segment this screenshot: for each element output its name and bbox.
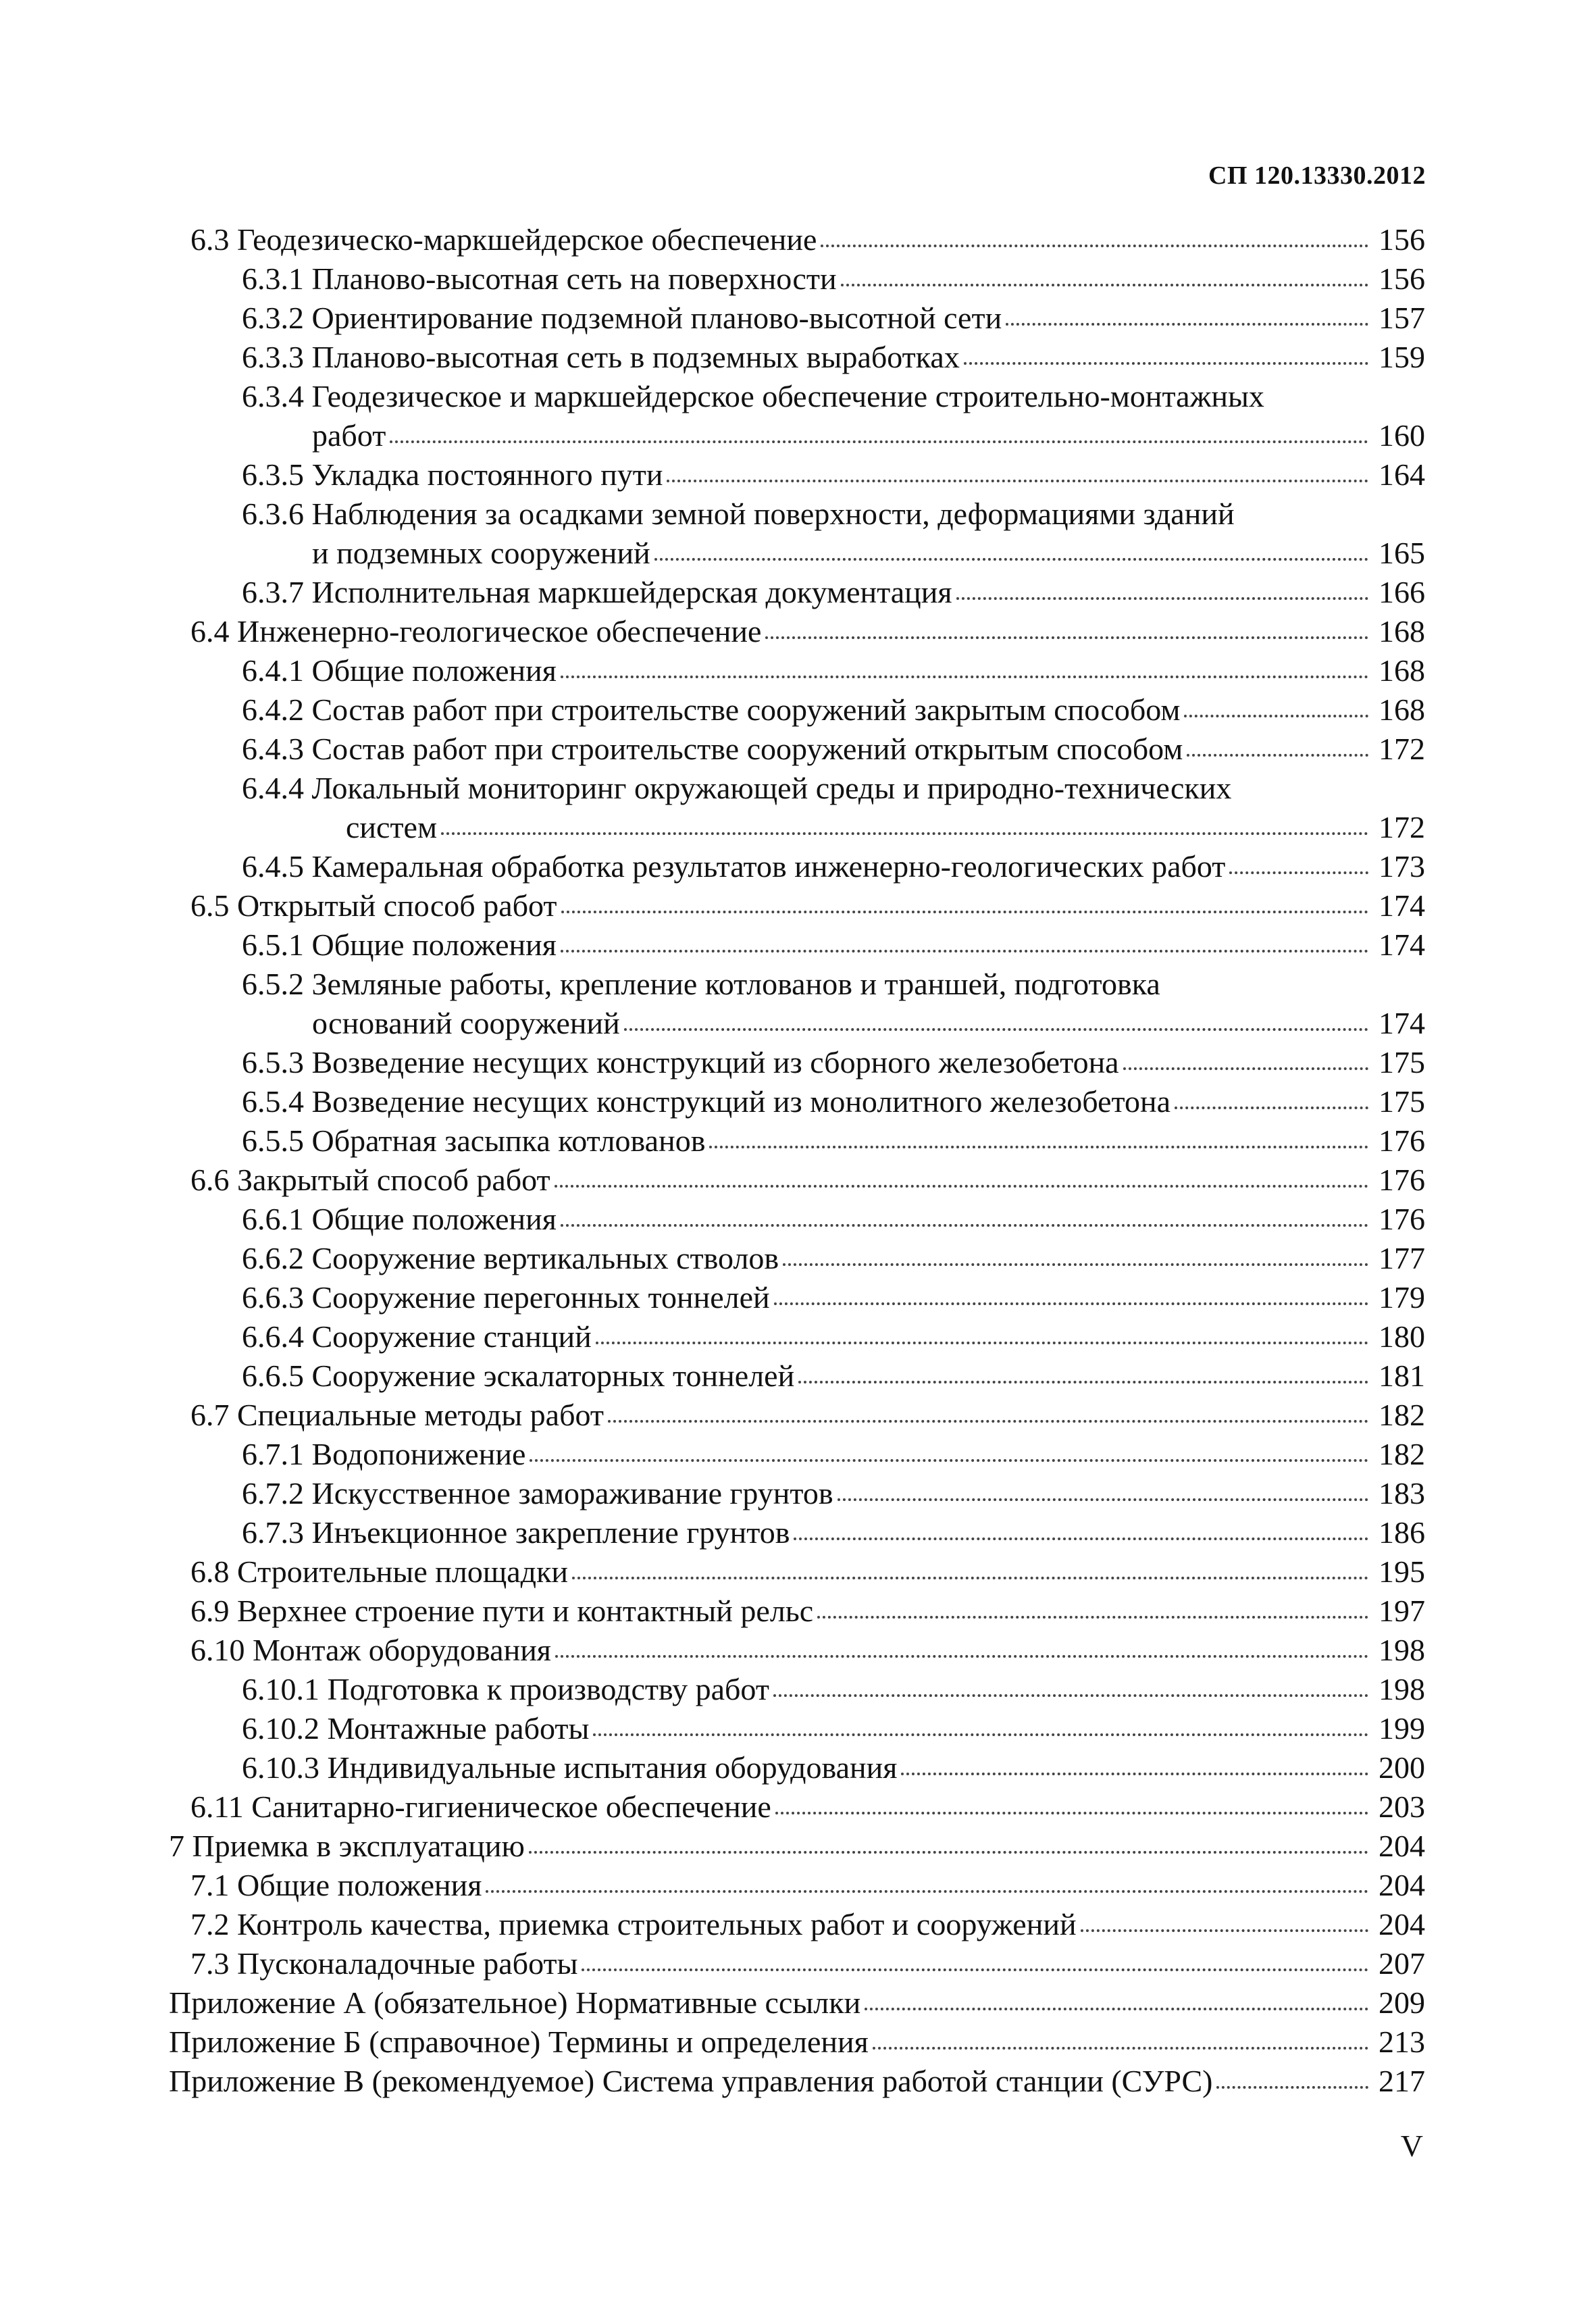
toc-entry-title: 6.5.4 Возведение несущих конструкций из монолитного железобетона bbox=[242, 1084, 1171, 1119]
toc-entry-page: 176 bbox=[1379, 1123, 1425, 1158]
toc-entry[interactable] bbox=[169, 494, 1425, 573]
toc-entry[interactable] bbox=[169, 690, 1425, 730]
toc-entry-page: 199 bbox=[1379, 1711, 1425, 1746]
toc-entry-title: систем bbox=[346, 810, 438, 844]
toc-entry-title: 6.7.3 Инъекционное закрепление грунтов bbox=[242, 1515, 790, 1550]
toc-entry-title: 7.2 Контроль качества, приемка строительных работ и сооружений bbox=[190, 1907, 1077, 1941]
dot-leader bbox=[654, 558, 1368, 561]
toc-entry[interactable] bbox=[169, 299, 1425, 338]
dot-leader bbox=[1123, 1067, 1368, 1070]
toc-entry[interactable] bbox=[169, 1552, 1425, 1592]
dot-leader bbox=[596, 1342, 1368, 1344]
dot-leader bbox=[667, 480, 1368, 482]
toc-entry[interactable] bbox=[169, 730, 1425, 769]
dot-leader bbox=[817, 1616, 1368, 1619]
toc-entry-title: 6.5 Открытый способ работ bbox=[190, 888, 557, 923]
toc-entry-title: 6.7 Специальные методы работ bbox=[190, 1398, 604, 1432]
toc-entry-page: 166 bbox=[1379, 575, 1425, 609]
dot-leader bbox=[901, 1773, 1368, 1775]
toc-entry-page: 198 bbox=[1379, 1633, 1425, 1667]
toc-entry[interactable] bbox=[169, 573, 1425, 612]
toc-entry[interactable] bbox=[169, 338, 1425, 377]
toc-entry[interactable] bbox=[169, 259, 1425, 299]
toc-entry[interactable] bbox=[169, 1944, 1425, 1983]
toc-entry-page: 168 bbox=[1379, 692, 1425, 727]
toc-entry[interactable] bbox=[169, 1239, 1425, 1278]
toc-entry[interactable] bbox=[169, 1513, 1425, 1552]
toc-entry[interactable] bbox=[169, 651, 1425, 690]
dot-leader bbox=[765, 636, 1368, 639]
toc-entry-title: оснований сооружений bbox=[312, 1006, 620, 1040]
dot-leader bbox=[582, 1968, 1368, 1971]
toc-entry-title: 6.8 Строительные площадки bbox=[190, 1554, 569, 1589]
dot-leader bbox=[775, 1812, 1368, 1814]
toc-entry-title: 6.3.3 Планово-высотная сеть в подземных выработках bbox=[242, 340, 960, 374]
dot-leader bbox=[1216, 2086, 1368, 2089]
toc-entry-page: 204 bbox=[1379, 1868, 1425, 1902]
dot-leader bbox=[555, 1185, 1368, 1188]
toc-entry-title: работ bbox=[312, 418, 386, 453]
table-of-contents bbox=[169, 220, 1425, 2101]
toc-entry-page: 174 bbox=[1379, 927, 1425, 962]
dot-leader bbox=[1006, 323, 1368, 326]
toc-entry-title: 6.9 Верхнее строение пути и контактный рельс bbox=[190, 1594, 814, 1628]
dot-leader bbox=[561, 676, 1368, 678]
toc-entry-title: 6.4 Инженерно-геологическое обеспечение bbox=[190, 614, 762, 649]
toc-entry-page: 160 bbox=[1379, 418, 1425, 453]
dot-leader bbox=[561, 950, 1368, 952]
toc-entry[interactable] bbox=[169, 1670, 1425, 1709]
toc-entry-title: 6.7.2 Искусственное замораживание грунтов bbox=[242, 1476, 833, 1510]
dot-leader bbox=[1229, 871, 1368, 874]
dot-leader bbox=[608, 1420, 1368, 1423]
toc-entry-title: 6.7.1 Водопонижение bbox=[242, 1437, 526, 1471]
toc-entry[interactable] bbox=[169, 925, 1425, 965]
toc-entry-title: 6.6.2 Сооружение вертикальных стволов bbox=[242, 1241, 779, 1275]
toc-entry-page: 209 bbox=[1379, 1985, 1425, 2020]
toc-entry-page: 204 bbox=[1379, 1907, 1425, 1941]
toc-entry-page: 174 bbox=[1379, 888, 1425, 923]
toc-entry[interactable] bbox=[169, 2023, 1425, 2062]
toc-entry[interactable] bbox=[169, 1043, 1425, 1082]
toc-entry-page: 168 bbox=[1379, 614, 1425, 649]
toc-entry-title: Приложение В (рекомендуемое) Система управления работой станции (СУРС) bbox=[169, 2064, 1213, 2098]
toc-entry[interactable] bbox=[169, 1787, 1425, 1827]
dot-leader bbox=[774, 1302, 1368, 1305]
dot-leader bbox=[555, 1655, 1368, 1658]
toc-entry[interactable] bbox=[169, 1709, 1425, 1748]
toc-entry-page: 157 bbox=[1379, 301, 1425, 335]
toc-entry-title: 7.3 Пусконаладочные работы bbox=[190, 1946, 578, 1981]
toc-entry-page: 156 bbox=[1379, 222, 1425, 257]
toc-entry[interactable] bbox=[169, 1278, 1425, 1317]
toc-entry[interactable] bbox=[169, 1474, 1425, 1513]
toc-entry-page: 180 bbox=[1379, 1319, 1425, 1354]
toc-entry-title: 6.4.2 Состав работ при строительстве сооружений закрытым способом bbox=[242, 692, 1181, 727]
dot-leader bbox=[709, 1146, 1368, 1148]
toc-entry-title: 6.3 Геодезическо-маркшейдерское обеспечение bbox=[190, 222, 817, 257]
toc-entry-title: 7 Приемка в эксплуатацию bbox=[169, 1829, 525, 1863]
toc-entry-page: 207 bbox=[1379, 1946, 1425, 1981]
dot-leader bbox=[1081, 1929, 1368, 1932]
dot-leader bbox=[964, 362, 1368, 365]
dot-leader bbox=[561, 1224, 1368, 1227]
toc-entry-page: 195 bbox=[1379, 1554, 1425, 1589]
toc-entry[interactable] bbox=[169, 847, 1425, 886]
toc-entry[interactable] bbox=[169, 1631, 1425, 1670]
dot-leader bbox=[773, 1694, 1368, 1697]
toc-entry-title-line: 6.5.2 Земляные работы, крепление котлованов и траншей, подготовка bbox=[242, 967, 1160, 1001]
dot-leader bbox=[530, 1459, 1368, 1462]
toc-entry-page: 172 bbox=[1379, 810, 1425, 844]
toc-entry-title: и подземных сооружений bbox=[312, 536, 650, 570]
toc-entry-page: 164 bbox=[1379, 457, 1425, 492]
toc-entry-page: 179 bbox=[1379, 1280, 1425, 1315]
dot-leader bbox=[956, 597, 1368, 600]
toc-entry-page: 217 bbox=[1379, 2064, 1425, 2098]
toc-entry-page: 176 bbox=[1379, 1202, 1425, 1236]
toc-entry[interactable] bbox=[169, 1435, 1425, 1474]
toc-entry-page: 176 bbox=[1379, 1163, 1425, 1197]
toc-entry-page: 203 bbox=[1379, 1789, 1425, 1824]
toc-entry-page: 183 bbox=[1379, 1476, 1425, 1510]
toc-entry-page: 182 bbox=[1379, 1398, 1425, 1432]
toc-entry[interactable] bbox=[169, 886, 1425, 925]
toc-entry-title: 6.6.5 Сооружение эскалаторных тоннелей bbox=[242, 1358, 795, 1393]
toc-entry[interactable] bbox=[169, 2062, 1425, 2101]
toc-entry-page: 168 bbox=[1379, 653, 1425, 688]
toc-entry[interactable] bbox=[169, 1121, 1425, 1161]
toc-entry-page: 198 bbox=[1379, 1672, 1425, 1706]
toc-entry-title: 7.1 Общие положения bbox=[190, 1868, 482, 1902]
toc-entry-title: 6.4.3 Состав работ при строительстве сооружений открытым способом bbox=[242, 732, 1183, 766]
dot-leader bbox=[783, 1263, 1368, 1266]
dot-leader bbox=[390, 440, 1368, 443]
dot-leader bbox=[441, 832, 1368, 835]
dot-leader bbox=[865, 2008, 1368, 2010]
dot-leader bbox=[572, 1577, 1368, 1579]
toc-entry[interactable] bbox=[169, 1592, 1425, 1631]
toc-entry[interactable] bbox=[169, 1396, 1425, 1435]
toc-entry-page: 213 bbox=[1379, 2025, 1425, 2059]
toc-entry[interactable] bbox=[169, 769, 1425, 847]
toc-entry-title: 6.3.7 Исполнительная маркшейдерская документация bbox=[242, 575, 952, 609]
toc-entry[interactable] bbox=[169, 965, 1425, 1043]
toc-entry-title: 6.4.5 Камеральная обработка результатов инженерно-геологических работ bbox=[242, 849, 1226, 884]
toc-entry[interactable] bbox=[169, 455, 1425, 494]
dot-leader bbox=[1184, 715, 1368, 717]
toc-entry[interactable] bbox=[169, 1356, 1425, 1396]
dot-leader bbox=[1187, 754, 1368, 757]
dot-leader bbox=[838, 1498, 1368, 1501]
page-number: V bbox=[1400, 2129, 1423, 2163]
dot-leader bbox=[841, 284, 1368, 286]
toc-entry-title: 6.10 Монтаж оборудования bbox=[190, 1633, 551, 1667]
toc-entry-title: 6.11 Санитарно-гигиеническое обеспечение bbox=[190, 1789, 771, 1824]
dot-leader bbox=[1175, 1107, 1368, 1109]
toc-entry-page: 172 bbox=[1379, 732, 1425, 766]
toc-entry-page: 182 bbox=[1379, 1437, 1425, 1471]
toc-entry-title: 6.10.2 Монтажные работы bbox=[242, 1711, 590, 1746]
toc-entry[interactable] bbox=[169, 377, 1425, 455]
toc-entry-page: 165 bbox=[1379, 536, 1425, 570]
toc-entry[interactable] bbox=[169, 1317, 1425, 1356]
toc-entry[interactable] bbox=[169, 1200, 1425, 1239]
dot-leader bbox=[798, 1381, 1368, 1383]
toc-entry-title: Приложение А (обязательное) Нормативные ссылки bbox=[169, 1985, 861, 2020]
toc-entry-title: 6.5.1 Общие положения bbox=[242, 927, 557, 962]
toc-entry-title: 6.6.3 Сооружение перегонных тоннелей bbox=[242, 1280, 770, 1315]
dot-leader bbox=[529, 1851, 1368, 1854]
toc-entry-page: 175 bbox=[1379, 1045, 1425, 1079]
toc-entry[interactable] bbox=[169, 220, 1425, 259]
toc-entry-title: 6.4.1 Общие положения bbox=[242, 653, 557, 688]
toc-entry-page: 159 bbox=[1379, 340, 1425, 374]
toc-entry[interactable] bbox=[169, 1983, 1425, 2023]
toc-entry-title-line: 6.3.4 Геодезическое и маркшейдерское обеспечение строительно-монтажных bbox=[242, 379, 1264, 413]
toc-entry[interactable] bbox=[169, 1161, 1425, 1200]
dot-leader bbox=[486, 1890, 1368, 1893]
toc-entry-page: 200 bbox=[1379, 1750, 1425, 1785]
document-header: СП 120.13330.2012 bbox=[1208, 161, 1426, 190]
toc-entry[interactable] bbox=[169, 1082, 1425, 1121]
toc-entry[interactable] bbox=[169, 1905, 1425, 1944]
toc-entry-page: 175 bbox=[1379, 1084, 1425, 1119]
toc-entry[interactable] bbox=[169, 1866, 1425, 1905]
toc-entry-title: 6.6 Закрытый способ работ bbox=[190, 1163, 550, 1197]
dot-leader bbox=[593, 1733, 1368, 1736]
dot-leader bbox=[873, 2047, 1368, 2050]
toc-entry-title: 6.5.5 Обратная засыпка котлованов bbox=[242, 1123, 706, 1158]
dot-leader bbox=[794, 1537, 1368, 1540]
toc-entry-title: 6.6.1 Общие положения bbox=[242, 1202, 557, 1236]
toc-entry-title-line: 6.3.6 Наблюдения за осадками земной поверхности, деформациями зданий bbox=[242, 497, 1235, 531]
toc-entry-title: 6.5.3 Возведение несущих конструкций из сборного железобетона bbox=[242, 1045, 1119, 1079]
toc-entry-page: 156 bbox=[1379, 261, 1425, 296]
toc-entry[interactable] bbox=[169, 1748, 1425, 1787]
toc-entry-page: 177 bbox=[1379, 1241, 1425, 1275]
dot-leader bbox=[821, 245, 1368, 247]
toc-entry-title: 6.3.1 Планово-высотная сеть на поверхности bbox=[242, 261, 837, 296]
toc-entry-page: 181 bbox=[1379, 1358, 1425, 1393]
toc-entry-title: 6.3.5 Укладка постоянного пути bbox=[242, 457, 663, 492]
toc-entry-title-line: 6.4.4 Локальный мониторинг окружающей среды и природно-технических bbox=[242, 771, 1232, 805]
toc-entry-title: 6.3.2 Ориентирование подземной планово-высотной сети bbox=[242, 301, 1002, 335]
toc-entry-page: 174 bbox=[1379, 1006, 1425, 1040]
toc-entry-title: 6.10.3 Индивидуальные испытания оборудования bbox=[242, 1750, 898, 1785]
dot-leader bbox=[624, 1028, 1368, 1031]
toc-entry-page: 204 bbox=[1379, 1829, 1425, 1863]
toc-entry[interactable] bbox=[169, 612, 1425, 651]
toc-entry-page: 186 bbox=[1379, 1515, 1425, 1550]
toc-entry-title: 6.10.1 Подготовка к производству работ bbox=[242, 1672, 769, 1706]
toc-entry-title: 6.6.4 Сооружение станций bbox=[242, 1319, 592, 1354]
toc-entry-page: 173 bbox=[1379, 849, 1425, 884]
toc-entry[interactable] bbox=[169, 1827, 1425, 1866]
toc-entry-page: 197 bbox=[1379, 1594, 1425, 1628]
dot-leader bbox=[561, 911, 1368, 913]
toc-entry-title: Приложение Б (справочное) Термины и определения bbox=[169, 2025, 869, 2059]
